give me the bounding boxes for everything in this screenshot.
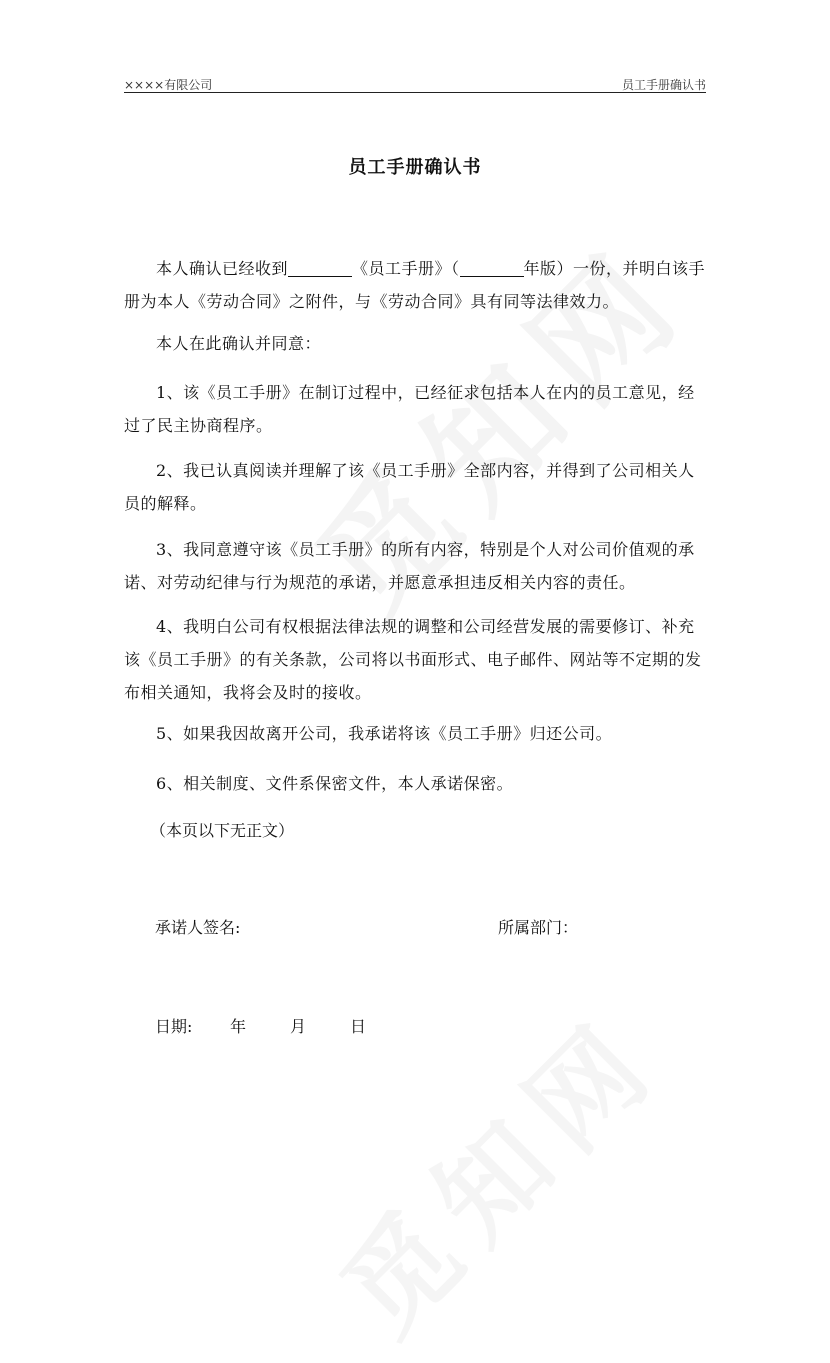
agree-line: 本人在此确认并同意： [156,334,322,353]
document-title: 员工手册确认书 [348,157,482,178]
end-note: （本页以下无正文） [150,821,295,840]
date-label: 日期: [155,1017,193,1036]
header-company: ××××有限公司 [124,78,213,92]
clause-4: 4、我明白公司有权根据法律法规的调整和公司经营发展的需要修订、补充该《员工手册》的有关条款，公司将以书面形式、电子邮件、网站等不定期的发布相关通知，我将会及时的接收。 [124,617,702,702]
clause-2: 2、我已认真阅读并理解了该《员工手册》全部内容，并得到了公司相关人员的解释。 [124,461,695,513]
date-month: 月 [290,1017,307,1036]
header-doc-name: 员工手册确认书 [621,78,706,92]
department-label: 所属部门： [498,918,579,937]
date-year: 年 [230,1017,247,1036]
receive-date-blank [288,260,352,277]
intro-text-1: 本人确认已经收到 [156,259,289,278]
clause-1: 1、该《员工手册》在制订过程中，已经征求包括本人在内的员工意见，经过了民主协商程序。 [124,383,695,435]
intro-text-2: 《员工手册》（ [352,259,460,278]
intro-paragraph [124,252,706,318]
date-day: 日 [350,1017,367,1036]
clause-3: 3、我同意遵守该《员工手册》的所有内容，特别是个人对公司价值观的承诺、对劳动纪律与行为规范的承诺，并愿意承担违反相关内容的责任。 [124,540,695,592]
date-line [155,1014,366,1037]
intro-text-3: 年版）一份，并明白该手册为本人《劳动合同》之附件，与《劳动合同》具有同等法律效力。 [124,259,706,311]
clause-5: 5、如果我因故离开公司，我承诺将该《员工手册》归还公司。 [156,724,613,743]
year-edition-blank [460,260,524,277]
clause-6: 6、相关制度、文件系保密文件，本人承诺保密。 [156,774,514,793]
signer-label: 承诺人签名: [155,918,241,937]
page-header [124,74,706,93]
